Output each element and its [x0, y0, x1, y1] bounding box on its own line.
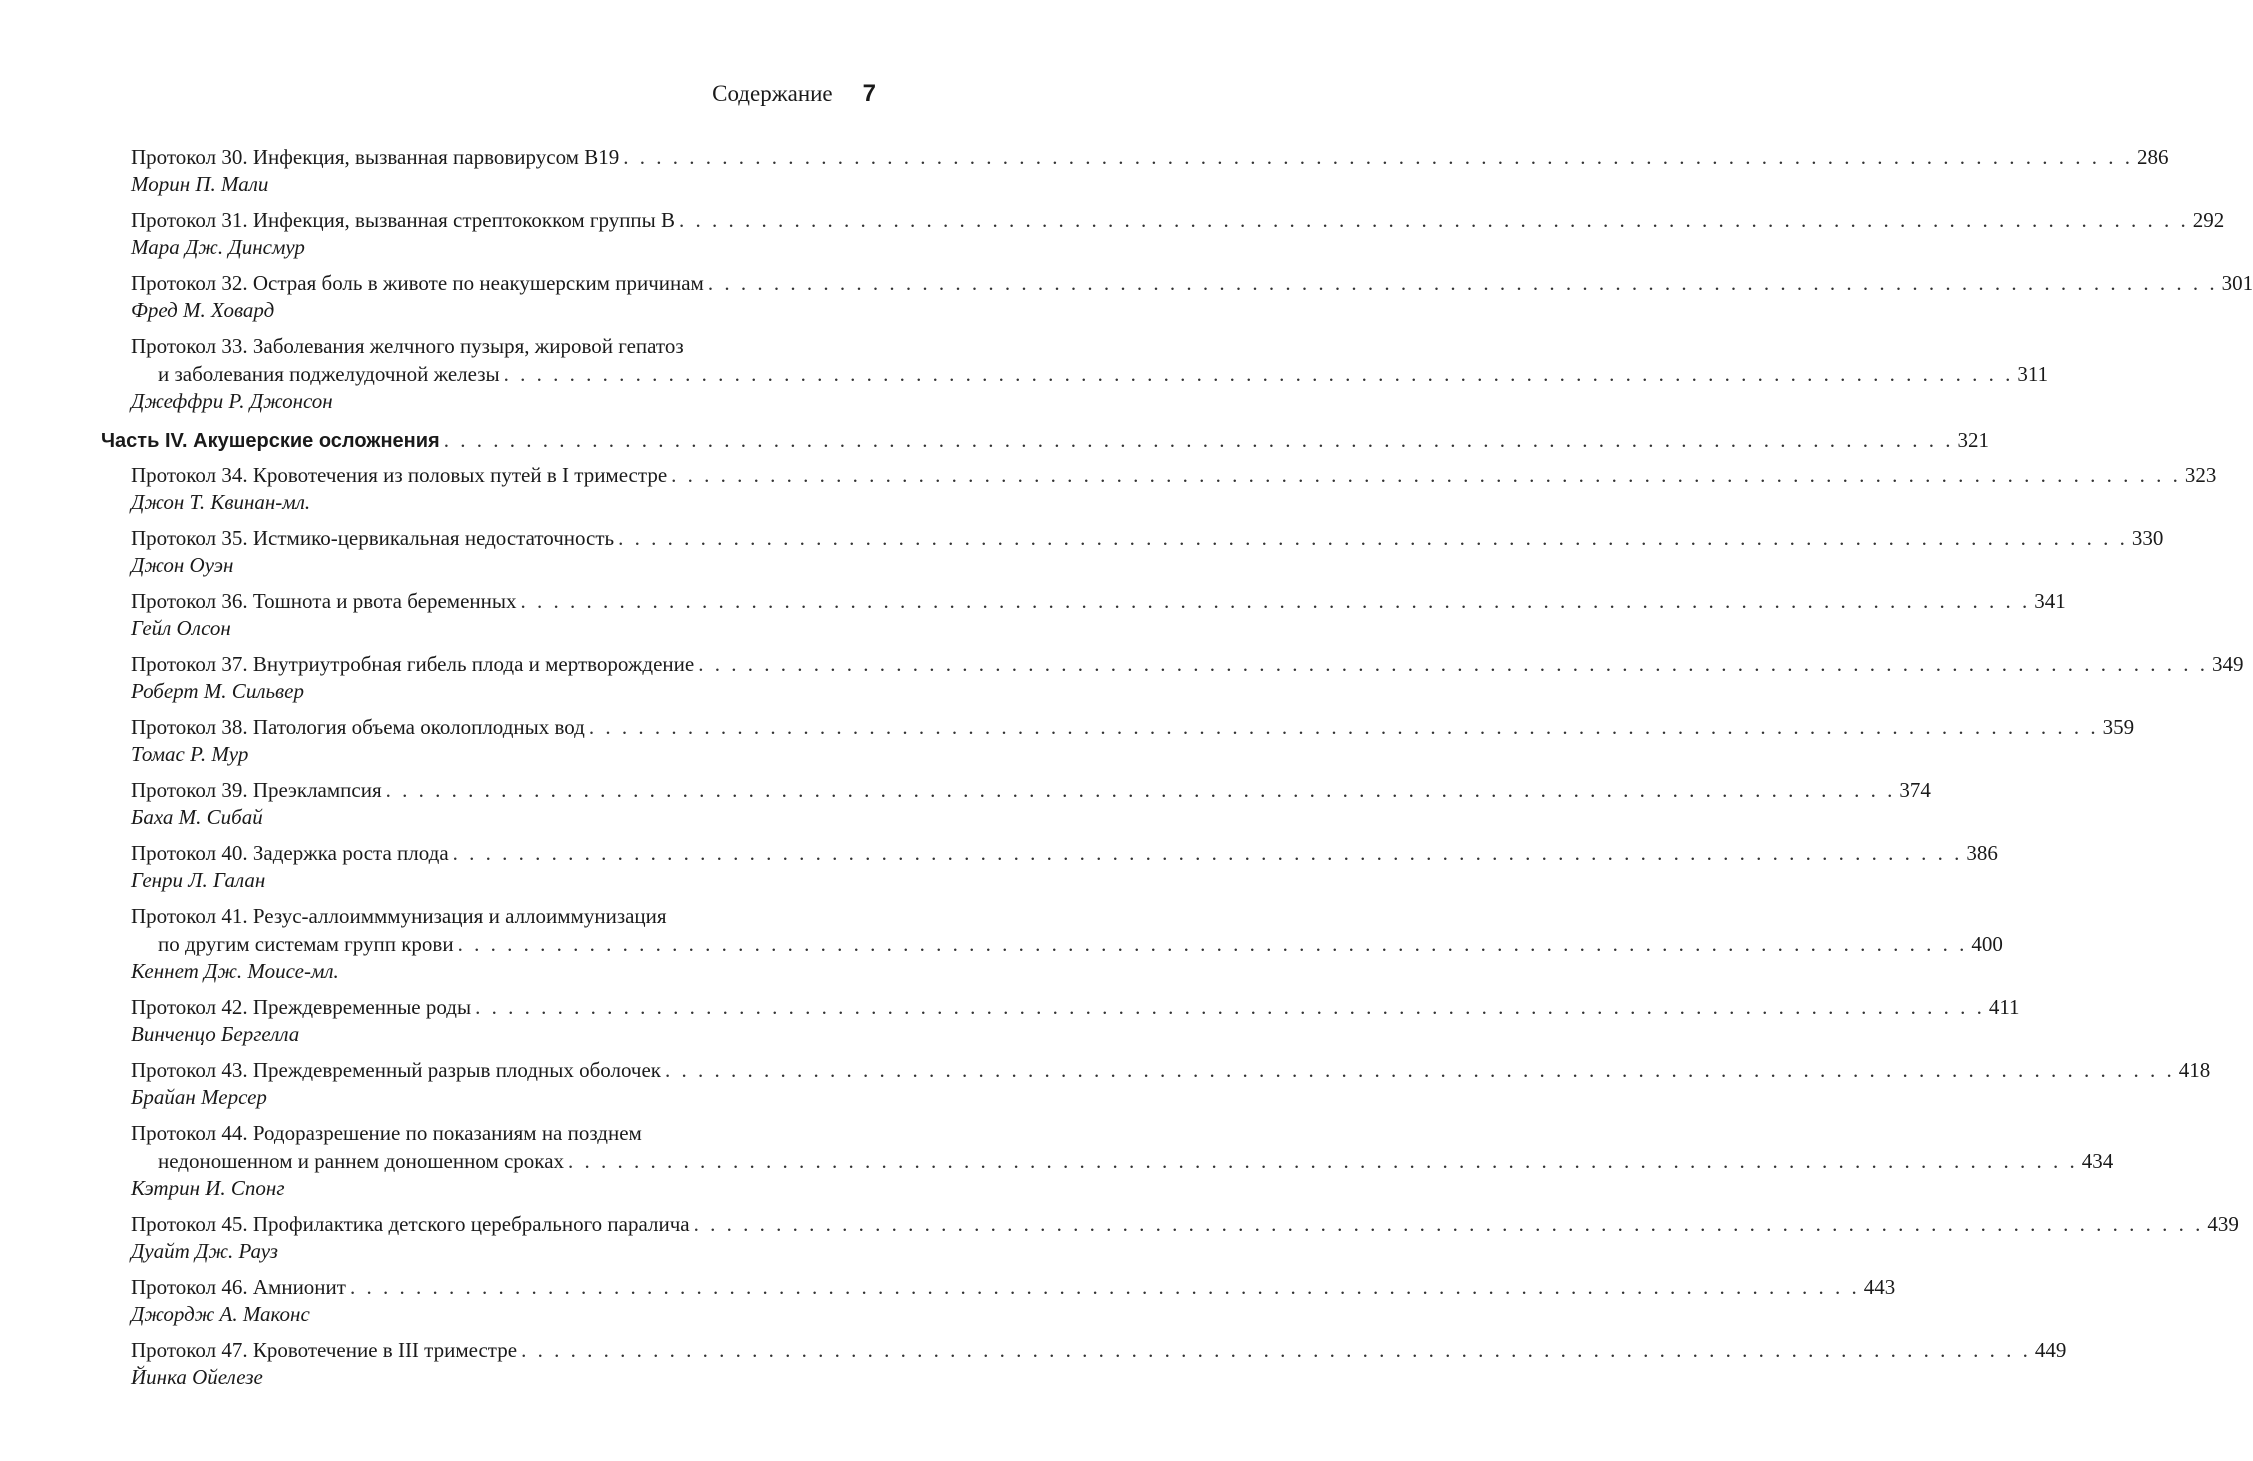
- toc-entry-line: [0, 776, 1931, 804]
- toc-entry-line: [0, 993, 2020, 1021]
- dot-leader: . . . . . . . . . . . . . . . . . . . . . . . . . . . . . . . . . . . . . . . . . . . . . . . . . . . . . . . . . . . . . . . . . . . . . . . . . . . . . . . . . . . . . . . . . . . .: [385, 778, 1896, 802]
- toc-entry-author: Йинка Ойелезе: [131, 1365, 263, 1389]
- toc-entries-before: [0, 143, 2253, 414]
- toc-entry[interactable]: [0, 206, 2225, 260]
- toc-entry-title: Протокол 32. Острая боль в животе по неакушерским причинам: [131, 271, 704, 295]
- toc-entry[interactable]: [0, 902, 2003, 984]
- dot-leader: . . . . . . . . . . . . . . . . . . . . . . . . . . . . . . . . . . . . . . . . . . . . . . . . . . . . . . . . . . . . . . . . . . . . . . . . . . . . . . . . . . . . . . . . . . . .: [671, 463, 2181, 487]
- toc-entry-line: [0, 930, 2003, 958]
- toc-entry-line: [0, 1210, 2239, 1238]
- toc-entry-title: Протокол 31. Инфекция, вызванная стрептококком группы В: [131, 208, 676, 232]
- part-title: Часть IV. Акушерские осложнения: [101, 430, 440, 452]
- dot-leader: . . . . . . . . . . . . . . . . . . . . . . . . . . . . . . . . . . . . . . . . . . . . . . . . . . . . . . . . . . . . . . . . . . . . . . . . . . . . . . . . . . . . . . . . . . . .: [520, 589, 2031, 613]
- toc-entry-author: Джеффри Р. Джонсон: [131, 389, 333, 413]
- toc-entry-title: Протокол 33. Заболевания желчного пузыря, жировой гепатоз: [131, 334, 684, 358]
- toc-entry-page: 439: [2207, 1212, 2239, 1236]
- toc-entry-line: [0, 650, 2244, 678]
- toc-entry-line: [0, 1056, 2211, 1084]
- toc-entry-line: [0, 1147, 2114, 1175]
- toc-entry-page: 292: [2192, 208, 2225, 232]
- dot-leader: . . . . . . . . . . . . . . . . . . . . . . . . . . . . . . . . . . . . . . . . . . . . . . . . . . . . . . . . . . . . . . . . . . . . . . . . . . . . . . . . . . . . . . . . . . . .: [443, 428, 1954, 452]
- toc-entry-line: [0, 206, 2225, 234]
- toc-entry-title: Протокол 39. Преэклампсия: [131, 778, 382, 802]
- toc-entry-line: [0, 587, 2066, 615]
- dot-leader: . . . . . . . . . . . . . . . . . . . . . . . . . . . . . . . . . . . . . . . . . . . . . . . . . . . . . . . . . . . . . . . . . . . . . . . . . . . . . . . . . . . . . . . . . . . .: [349, 1275, 1860, 1299]
- toc-entry-page: 386: [1966, 841, 1998, 865]
- toc-entry-title: Протокол 41. Резус-аллоимммунизация и аллоиммунизация: [131, 904, 667, 928]
- toc-entry-line: [0, 1119, 1000, 1147]
- dot-leader: . . . . . . . . . . . . . . . . . . . . . . . . . . . . . . . . . . . . . . . . . . . . . . . . . . . . . . . . . . . . . . . . . . . . . . . . . . . . . . . . . . . . . . . . . . . .: [665, 1058, 2175, 1082]
- toc-entry-author: Генри Л. Галан: [131, 868, 266, 892]
- toc-entry-line: [0, 1336, 2067, 1364]
- toc-entry-title: Протокол 35. Истмико-цервикальная недостаточность: [131, 526, 615, 550]
- dot-leader: . . . . . . . . . . . . . . . . . . . . . . . . . . . . . . . . . . . . . . . . . . . . . . . . . . . . . . . . . . . . . . . . . . . . . . . . . . . . . . . . . . . . . . . . . . . .: [693, 1212, 2204, 1236]
- dot-leader: . . . . . . . . . . . . . . . . . . . . . . . . . . . . . . . . . . . . . . . . . . . . . . . . . . . . . . . . . . . . . . . . . . . . . . . . . . . . . . . . . . . . . . . . . . . .: [457, 932, 1968, 956]
- table-of-contents: [0, 143, 2253, 1399]
- toc-entry-author: Винченцо Бергелла: [131, 1022, 300, 1046]
- toc-entry-line: [0, 461, 2217, 489]
- dot-leader: . . . . . . . . . . . . . . . . . . . . . . . . . . . . . . . . . . . . . . . . . . . . . . . . . . . . . . . . . . . . . . . . . . . . . . . . . . . . . . . . . . . . . . . . . . . .: [588, 715, 2099, 739]
- toc-entry-page: 443: [1863, 1275, 1896, 1299]
- toc-entry-line: [0, 269, 2253, 297]
- dot-leader: . . . . . . . . . . . . . . . . . . . . . . . . . . . . . . . . . . . . . . . . . . . . . . . . . . . . . . . . . . . . . . . . . . . . . . . . . . . . . . . . . . . . . . . . . . . .: [475, 995, 1985, 1019]
- toc-entry-title: Протокол 46. Амнионит: [131, 1275, 346, 1299]
- toc-entry-page: 341: [2034, 589, 2066, 613]
- toc-entry-page: 374: [1899, 778, 1931, 802]
- toc-entry-title: Протокол 37. Внутриутробная гибель плода и мертворождение: [131, 652, 695, 676]
- toc-entry-author: Джон Оуэн: [131, 553, 234, 577]
- dot-leader: . . . . . . . . . . . . . . . . . . . . . . . . . . . . . . . . . . . . . . . . . . . . . . . . . . . . . . . . . . . . . . . . . . . . . . . . . . . . . . . . . . . . . . . . . . . .: [623, 145, 2133, 169]
- toc-entry-title: Протокол 47. Кровотечение в III триместре: [131, 1338, 518, 1362]
- toc-entry-page: 418: [2178, 1058, 2211, 1082]
- dot-leader: . . . . . . . . . . . . . . . . . . . . . . . . . . . . . . . . . . . . . . . . . . . . . . . . . . . . . . . . . . . . . . . . . . . . . . . . . . . . . . . . . . . . . . . . . . . .: [679, 208, 2189, 232]
- toc-entry[interactable]: [0, 1336, 2067, 1390]
- toc-entry[interactable]: [0, 332, 2049, 414]
- part-heading[interactable]: [0, 426, 1989, 454]
- toc-entry-line: [0, 713, 2135, 741]
- running-head: [712, 80, 876, 108]
- dot-leader: . . . . . . . . . . . . . . . . . . . . . . . . . . . . . . . . . . . . . . . . . . . . . . . . . . . . . . . . . . . . . . . . . . . . . . . . . . . . . . . . . . . . . . . . . . . .: [568, 1149, 2078, 1173]
- toc-entry-title: Протокол 43. Преждевременный разрыв плодных оболочек: [131, 1058, 662, 1082]
- toc-entry[interactable]: [0, 1210, 2239, 1264]
- toc-entry-title: Протокол 34. Кровотечения из половых путей в I триместре: [131, 463, 668, 487]
- toc-entry[interactable]: [0, 993, 2020, 1047]
- toc-entry[interactable]: [0, 1273, 1896, 1327]
- toc-entries-after: [0, 461, 2244, 1390]
- toc-entry-author: Морин П. Мали: [131, 172, 269, 196]
- toc-entry-title: недоношенном и раннем доношенном сроках: [158, 1149, 565, 1173]
- toc-entry-author: Роберт М. Сильвер: [131, 679, 304, 703]
- toc-entry-author: Джон Т. Квинан-мл.: [131, 490, 311, 514]
- toc-entry-page: 411: [1988, 995, 2020, 1019]
- page-number: 7: [862, 80, 876, 107]
- dot-leader: . . . . . . . . . . . . . . . . . . . . . . . . . . . . . . . . . . . . . . . . . . . . . . . . . . . . . . . . . . . . . . . . . . . . . . . . . . . . . . . . . . . . . . . . . . . .: [698, 652, 2208, 676]
- toc-entry-line: [0, 1273, 1896, 1301]
- toc-entry[interactable]: [0, 1056, 2211, 1110]
- toc-entry-author: Гейл Олсон: [131, 616, 231, 640]
- toc-entry-page: 349: [2211, 652, 2244, 676]
- dot-leader: . . . . . . . . . . . . . . . . . . . . . . . . . . . . . . . . . . . . . . . . . . . . . . . . . . . . . . . . . . . . . . . . . . . . . . . . . . . . . . . . . . . . . . . . . . . .: [521, 1338, 2031, 1362]
- toc-entry-title: по другим системам групп крови: [158, 932, 454, 956]
- toc-entry[interactable]: [0, 713, 2135, 767]
- toc-entry-author: Фред М. Ховард: [131, 298, 275, 322]
- dot-leader: . . . . . . . . . . . . . . . . . . . . . . . . . . . . . . . . . . . . . . . . . . . . . . . . . . . . . . . . . . . . . . . . . . . . . . . . . . . . . . . . . . . . . . . . . . . .: [707, 271, 2218, 295]
- toc-entry-title: Протокол 44. Родоразрешение по показаниям на позднем: [131, 1121, 642, 1145]
- toc-entry-line: [0, 143, 2169, 171]
- toc-entry-page: 330: [2131, 526, 2164, 550]
- toc-entry[interactable]: [0, 461, 2217, 515]
- dot-leader: . . . . . . . . . . . . . . . . . . . . . . . . . . . . . . . . . . . . . . . . . . . . . . . . . . . . . . . . . . . . . . . . . . . . . . . . . . . . . . . . . . . . . . . . . . . .: [618, 526, 2128, 550]
- toc-entry-author: Томас Р. Мур: [131, 742, 249, 766]
- toc-entry-page: 359: [2102, 715, 2135, 739]
- toc-entry-author: Дуайт Дж. Рауз: [131, 1239, 278, 1263]
- toc-entry[interactable]: [0, 1119, 2114, 1201]
- toc-entry-page: 323: [2184, 463, 2217, 487]
- toc-entry-author: Джордж А. Маконс: [131, 1302, 310, 1326]
- toc-entry-author: Кеннет Дж. Моисе-мл.: [131, 959, 339, 983]
- toc-entry-title: и заболевания поджелудочной железы: [158, 362, 500, 386]
- dot-leader: . . . . . . . . . . . . . . . . . . . . . . . . . . . . . . . . . . . . . . . . . . . . . . . . . . . . . . . . . . . . . . . . . . . . . . . . . . . . . . . . . . . . . . . . . . . .: [503, 362, 2014, 386]
- toc-entry[interactable]: [0, 776, 1931, 830]
- toc-entry-line: [0, 360, 2049, 388]
- toc-entry-author: Баха М. Сибай: [131, 805, 263, 829]
- toc-entry-line: [0, 902, 1000, 930]
- toc-entry-page: 311: [2017, 362, 2049, 386]
- toc-entry-page: 449: [2034, 1338, 2067, 1362]
- toc-entry[interactable]: [0, 269, 2253, 323]
- toc-entry-title: Протокол 42. Преждевременные роды: [131, 995, 472, 1019]
- toc-entry-title: Протокол 36. Тошнота и рвота беременных: [131, 589, 517, 613]
- toc-entry[interactable]: [0, 143, 2169, 197]
- toc-entry-author: Кэтрин И. Спонг: [131, 1176, 285, 1200]
- toc-entry-page: 434: [2081, 1149, 2114, 1173]
- toc-entry-page: 286: [2136, 145, 2169, 169]
- part-page: 321: [1957, 428, 1989, 452]
- running-title: Содержание: [712, 81, 833, 106]
- toc-entry-author: Брайан Мерсер: [131, 1085, 267, 1109]
- toc-entry-title: Протокол 30. Инфекция, вызванная парвовирусом В19: [131, 145, 620, 169]
- dot-leader: . . . . . . . . . . . . . . . . . . . . . . . . . . . . . . . . . . . . . . . . . . . . . . . . . . . . . . . . . . . . . . . . . . . . . . . . . . . . . . . . . . . . . . . . . . . .: [452, 841, 1963, 865]
- toc-entry-title: Протокол 40. Задержка роста плода: [131, 841, 449, 865]
- toc-entry[interactable]: [0, 839, 1998, 893]
- toc-entry-author: Мара Дж. Динсмур: [131, 235, 305, 259]
- toc-entry-title: Протокол 38. Патология объема околоплодных вод: [131, 715, 585, 739]
- toc-entry-line: [0, 332, 1000, 360]
- toc-entry-line: [0, 524, 2164, 552]
- toc-entry[interactable]: [0, 524, 2164, 578]
- toc-entry[interactable]: [0, 650, 2244, 704]
- toc-entry-page: 400: [1971, 932, 2003, 956]
- toc-entry[interactable]: [0, 587, 2066, 641]
- toc-entry-title: Протокол 45. Профилактика детского церебрального паралича: [131, 1212, 690, 1236]
- toc-entry-line: [0, 839, 1998, 867]
- toc-entry-page: 301: [2221, 271, 2253, 295]
